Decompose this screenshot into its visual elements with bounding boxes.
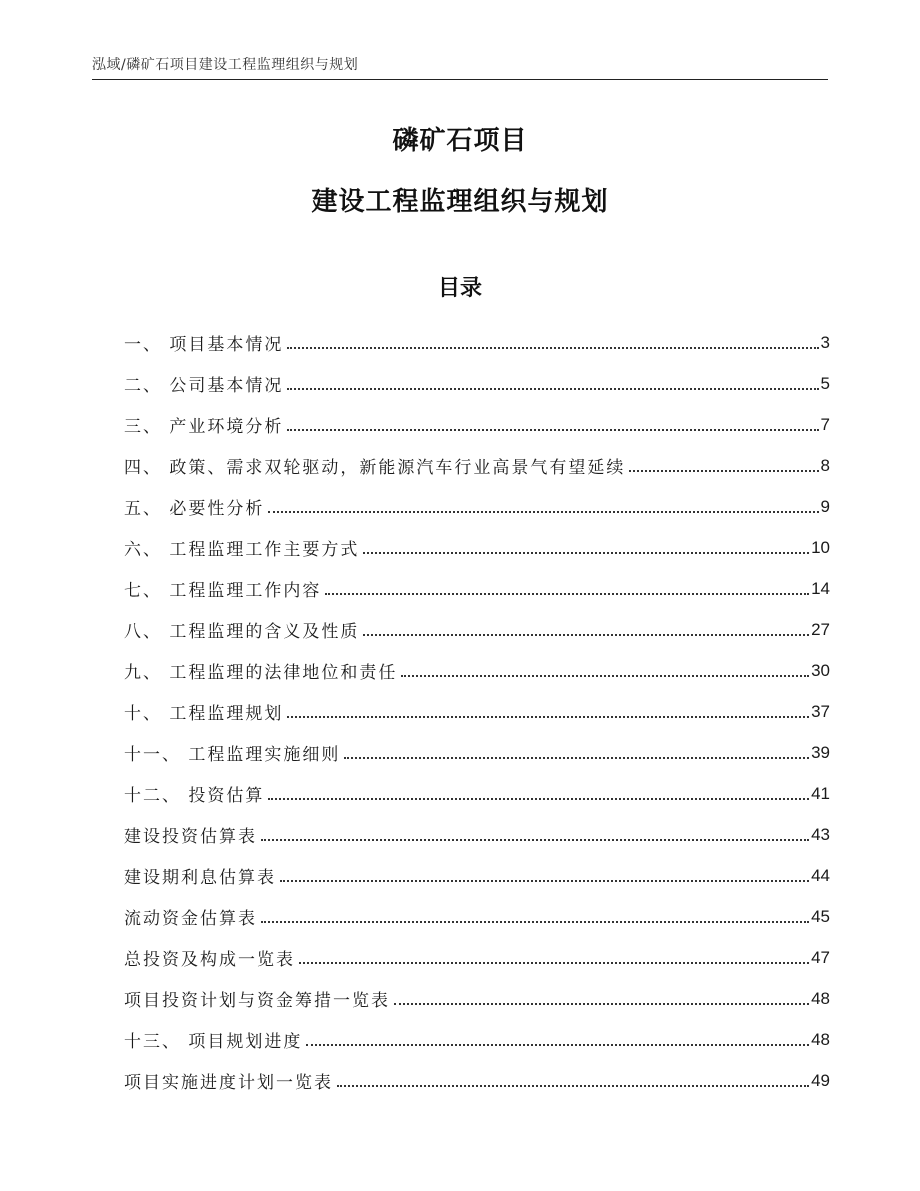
- toc-dot-leader: [280, 880, 809, 882]
- toc-page-number: 39: [811, 742, 830, 762]
- toc-entry[interactable]: [124, 527, 830, 568]
- toc-page-number: 10: [811, 537, 830, 557]
- toc-entry-label: 十二、 投资估算: [124, 786, 265, 806]
- toc-page-number: 30: [811, 660, 830, 680]
- toc-page-number: 3: [820, 332, 830, 352]
- document-title-line-1: 磷矿石项目: [392, 126, 528, 156]
- toc-entry[interactable]: [124, 363, 830, 404]
- toc-page-number: 48: [811, 1029, 830, 1049]
- toc-page-number: 43: [811, 824, 830, 844]
- toc-entry-label: 四、 政策、需求双轮驱动，新能源汽车行业高景气有望延续: [124, 458, 626, 478]
- toc-entry-label: 流动资金估算表: [124, 909, 257, 929]
- toc-entry[interactable]: [124, 978, 830, 1019]
- toc-page-number: 7: [820, 414, 830, 434]
- toc-dot-leader: [287, 388, 818, 390]
- toc-entry[interactable]: [124, 445, 830, 486]
- toc-page-number: 9: [820, 496, 830, 516]
- toc-dot-leader: [268, 511, 818, 513]
- toc-page-number: 48: [811, 988, 830, 1008]
- toc-entry[interactable]: [124, 896, 830, 937]
- toc-entry[interactable]: [124, 773, 830, 814]
- toc-entry-label: 建设期利息估算表: [124, 868, 276, 888]
- table-of-contents: [124, 322, 830, 1101]
- toc-entry[interactable]: [124, 404, 830, 445]
- toc-dot-leader: [401, 675, 809, 677]
- toc-entry-label: 五、 必要性分析: [124, 499, 265, 519]
- toc-page-number: 41: [811, 783, 830, 803]
- toc-dot-leader: [394, 1003, 809, 1005]
- toc-heading: 目录: [437, 276, 482, 301]
- toc-dot-leader: [306, 1044, 809, 1046]
- toc-dot-leader: [344, 757, 809, 759]
- toc-entry[interactable]: [124, 1060, 830, 1101]
- toc-dot-leader: [287, 716, 809, 718]
- toc-dot-leader: [287, 429, 818, 431]
- toc-entry-label: 十、 工程监理规划: [124, 704, 284, 724]
- toc-entry[interactable]: [124, 486, 830, 527]
- toc-entry-label: 三、 产业环境分析: [124, 417, 284, 437]
- toc-dot-leader: [337, 1085, 809, 1087]
- toc-page-number: 44: [811, 865, 830, 885]
- header-rule: [92, 79, 828, 80]
- toc-dot-leader: [363, 634, 809, 636]
- toc-entry-label: 六、 工程监理工作主要方式: [124, 540, 360, 560]
- toc-page-number: 8: [820, 455, 830, 475]
- toc-dot-leader: [299, 962, 809, 964]
- toc-entry-label: 八、 工程监理的含义及性质: [124, 622, 360, 642]
- toc-entry-label: 总投资及构成一览表: [124, 950, 295, 970]
- toc-entry-label: 十一、 工程监理实施细则: [124, 745, 341, 765]
- toc-page-number: 47: [811, 947, 830, 967]
- toc-page-number: 14: [811, 578, 830, 598]
- toc-entry-label: 七、 工程监理工作内容: [124, 581, 322, 601]
- toc-dot-leader: [261, 921, 809, 923]
- toc-dot-leader: [261, 839, 809, 841]
- toc-entry[interactable]: [124, 937, 830, 978]
- toc-entry-label: 项目实施进度计划一览表: [124, 1073, 333, 1093]
- toc-dot-leader: [287, 347, 818, 349]
- toc-entry-label: 一、 项目基本情况: [124, 335, 284, 355]
- toc-page-number: 49: [811, 1070, 830, 1090]
- toc-entry-label: 十三、 项目规划进度: [124, 1032, 303, 1052]
- toc-entry[interactable]: [124, 1019, 830, 1060]
- running-header: 泓域/磷矿石项目建设工程监理组织与规划: [92, 57, 359, 73]
- toc-entry[interactable]: [124, 814, 830, 855]
- toc-dot-leader: [325, 593, 809, 595]
- toc-entry[interactable]: [124, 650, 830, 691]
- toc-entry-label: 项目投资计划与资金筹措一览表: [124, 991, 390, 1011]
- toc-page-number: 5: [820, 373, 830, 393]
- toc-dot-leader: [629, 470, 818, 472]
- document-title-line-2: 建设工程监理组织与规划: [311, 187, 609, 217]
- toc-dot-leader: [268, 798, 809, 800]
- toc-page-number: 45: [811, 906, 830, 926]
- toc-entry[interactable]: [124, 855, 830, 896]
- toc-page-number: 27: [811, 619, 830, 639]
- toc-page-number: 37: [811, 701, 830, 721]
- toc-dot-leader: [363, 552, 809, 554]
- toc-entry-label: 建设投资估算表: [124, 827, 257, 847]
- toc-entry-label: 二、 公司基本情况: [124, 376, 284, 396]
- toc-entry[interactable]: [124, 322, 830, 363]
- toc-entry-label: 九、 工程监理的法律地位和责任: [124, 663, 398, 683]
- toc-entry[interactable]: [124, 691, 830, 732]
- toc-entry[interactable]: [124, 568, 830, 609]
- toc-entry[interactable]: [124, 732, 830, 773]
- toc-entry[interactable]: [124, 609, 830, 650]
